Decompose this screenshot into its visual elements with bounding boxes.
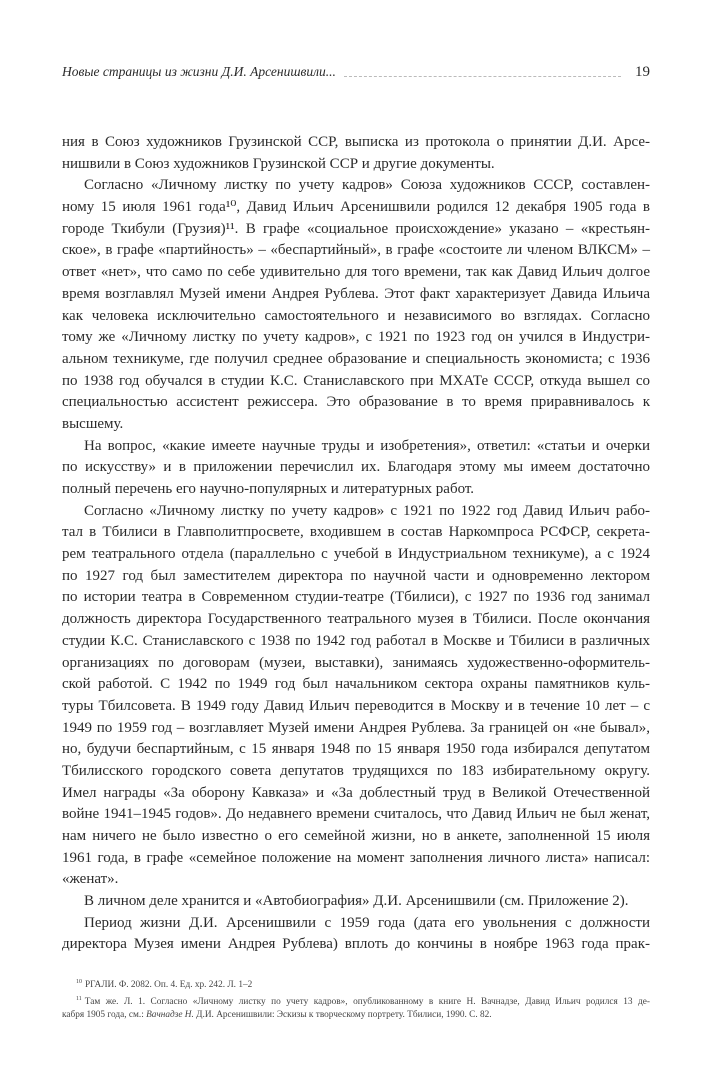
text-line: директора Музея имени Андрея Рублева) вплоть до кончины в ноябре 1963 года прак- [62, 936, 650, 953]
paragraph [62, 175, 650, 435]
text-line: нишвили в Союз художников Грузинской ССР и другие документы. [62, 155, 495, 172]
text-line: войне 1941–1945 годов». До недавнего времени считалось, что Давид Ильич не был женат, [62, 806, 650, 823]
text-line: по 1927 год был заместителем директора по научной части и одновременно лектором [62, 567, 650, 584]
text-line: Согласно «Личному листку по учету кадров» с 1921 по 1922 год Давид Ильич рабо- [84, 502, 650, 519]
paragraph [62, 501, 650, 891]
body-text [62, 132, 650, 956]
text-line: ское», в графе «партийность» – «беспартийный», в графе «состоите ли членом ВЛКСМ» – [62, 242, 650, 259]
text-line: специальностью ассистент режиссера. Это образование в то время приравнивалось к [62, 394, 650, 411]
footnote-continuation [62, 1009, 650, 1023]
paragraph [62, 891, 650, 913]
text-line: ской работой. С 1942 по 1949 год был начальником сектора охраны памятников куль- [62, 676, 650, 693]
text-line: студии К.С. Станиславского с 1938 по 1942 год работал в Москве и Тбилиси в различных [62, 632, 650, 649]
text-line: ному 15 июля 1961 года¹⁰, Давид Ильич Арсенишвили родился 12 декабря 1905 года в [62, 199, 650, 216]
paragraph [62, 132, 650, 175]
text-line: по 1938 год обучался в студии К.С. Станиславского при МХАТе СССР, откуда вышел со [62, 372, 650, 389]
text-line: но, будучи беспартийным, с 15 января 1948 по 15 января 1950 года избирался депутатом [62, 741, 650, 758]
text-line: ния в Союз художников Грузинской ССР, выписка из протокола о принятии Д.И. Арсе- [62, 134, 650, 150]
text-line: Тбилисского городского совета депутатов трудящихся по 183 избирательному округу. [62, 762, 650, 779]
paragraph [62, 436, 650, 501]
footnote-marker: 11 [76, 995, 82, 1002]
footnote-text: Д.И. Арсенишвили: Эскизы к творческому портрету. Тбилиси, 1990. С. 82. [193, 1010, 492, 1021]
text-line: 1949 по 1959 год – возглавляет Музей имени Андрея Рублева. За границей он «не бывал», [62, 719, 650, 736]
header-rule [344, 68, 621, 77]
footnote-text: кабря 1905 года, см.: [62, 1010, 147, 1021]
text-line: по истории театра в Современном студии-театре (Тбилиси), с 1927 по 1936 год занимал [62, 589, 650, 606]
text-line: В личном деле хранится и «Автобиография» Д.И. Арсенишвили (см. Приложение 2). [84, 893, 629, 910]
cited-author: Вачнадзе Н. [146, 1010, 194, 1021]
text-line: тал в Тбилиси в Главполитпросвете, входившем в состав Наркомпроса РСФСР, секрета- [62, 524, 650, 541]
text-line: альном техникуме, где получил среднее образование и специальность экономиста; с 1936 [62, 350, 650, 367]
page-number: 19 [635, 63, 650, 80]
text-line: рем театрального отдела (параллельно с учебой в Индустриальном техникуме), а с 1924 [62, 546, 650, 563]
text-line: городе Ткибули (Грузия)¹¹. В графе «социальное происхождение» указано – «крестьян- [62, 220, 650, 237]
text-line: полный перечень его научно-популярных и литературных работ. [62, 481, 475, 497]
running-header [62, 62, 650, 82]
text-line: Имел награды «За оборону Кавказа» и «За доблестный труд в Великой Отечественной [62, 784, 650, 801]
text-line: туры Тбилсовета. В 1949 году Давид Ильич переводится в Москву и в течение 10 лет – с [62, 697, 650, 714]
text-line: «женат». [62, 871, 119, 888]
footnotes [62, 976, 650, 1023]
text-line: время возглавлял Музей имени Андрея Рублева. Этот факт характеризует Давида Ильича [62, 285, 650, 302]
text-line: по искусству» и в приложении перечислил их. Благодаря этому мы имеем достаточно [62, 459, 650, 476]
footnote [62, 993, 650, 1010]
footnote-text: Там же. Л. 1. Согласно «Личному листку по учету кадров», опубликованному в книге Н. Вачнадзе, Давид Ильич родился 13 де- [84, 996, 650, 1007]
text-line: ответ «нет», что само по себе удивительно для того времени, так как Давид Ильич долгое [62, 264, 650, 281]
text-line: 1961 года, в графе «семейное положение на момент заполнения личного листа» написал: [62, 849, 650, 866]
footnote [62, 976, 650, 993]
text-line: тому же «Личному листку по учету кадров», с 1921 по 1923 год он учился в Индустри- [62, 329, 650, 346]
text-line: организациях по договорам (музеи, выставки), занимаясь художественно-оформитель- [62, 654, 650, 671]
text-line: Согласно «Личному листку по учету кадров» Союза художников СССР, составлен- [84, 177, 650, 194]
text-line: как человека исключительно самостоятельного и независимого во взглядах. Согласно [62, 307, 650, 324]
footnote-text: РГАЛИ. Ф. 2082. Оп. 4. Ед. хр. 242. Л. 1–2 [85, 980, 253, 991]
running-title: Новые страницы из жизни Д.И. Арсенишвили... [62, 64, 336, 79]
text-line: должность директора Государственного театрального музея в Тбилиси. После окончания [62, 611, 650, 628]
paragraph [62, 913, 650, 956]
text-line: Период жизни Д.И. Арсенишвили с 1959 года (дата его увольнения с должности [84, 914, 650, 931]
text-line: высшему. [62, 415, 124, 432]
text-line: нам ничего не было известно о его семейной жизни, но в анкете, заполненной 15 июля [62, 828, 650, 844]
text-line: На вопрос, «какие имеете научные труды и изобретения», ответил: «статьи и очерки [84, 437, 650, 454]
footnote-marker: 10 [76, 979, 82, 985]
